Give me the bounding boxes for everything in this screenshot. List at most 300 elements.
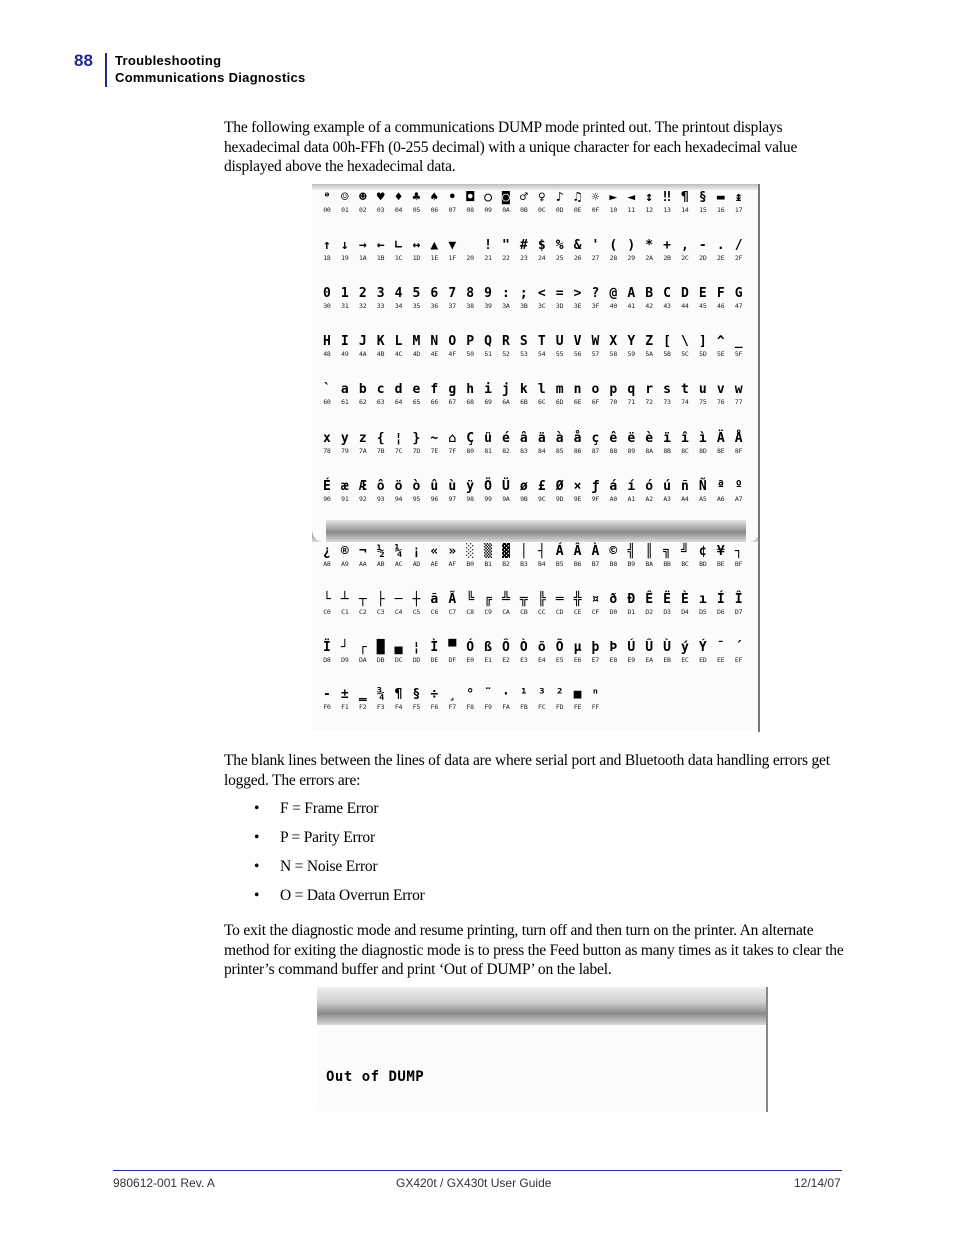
dump-hex-code: FC: [538, 703, 546, 711]
dump-hex-code: 50: [466, 350, 474, 358]
dump-hex-code: 99: [484, 495, 492, 503]
dump-cell: [604, 544, 622, 568]
dump-cell: [712, 286, 730, 310]
dump-hex-code: A8: [323, 560, 331, 568]
dump-cell: [551, 190, 569, 214]
dump-cell: [604, 640, 622, 664]
dump-cell: [587, 286, 605, 310]
dump-cell: [354, 640, 372, 664]
dump-hex-code: AC: [394, 560, 403, 568]
dump-hex-code: BC: [681, 560, 689, 568]
dump-hex-code: B6: [573, 560, 582, 568]
dump-hex-code: 37: [448, 302, 456, 310]
dump-glyph: K: [376, 334, 385, 349]
dump-cell: [443, 479, 461, 503]
dump-hex-code: 19: [341, 254, 349, 262]
dump-cell: [479, 286, 497, 310]
dump-hex-code: 44: [681, 302, 689, 310]
dump-cell: [694, 286, 712, 310]
dump-glyph: j: [502, 382, 510, 397]
dump-hex-code: 95: [412, 495, 421, 503]
dump-glyph: V: [573, 334, 582, 349]
dump-cell: [640, 640, 658, 664]
dump-cell: [408, 286, 426, 310]
dump-hex-code: 10: [609, 206, 618, 214]
dump-hex-code: C5: [412, 608, 421, 616]
dump-hex-code: A3: [663, 495, 671, 503]
dump-glyph: n: [573, 382, 582, 397]
dump-cell: [587, 544, 605, 568]
dump-glyph: #: [519, 238, 528, 253]
dump-cell: [461, 544, 479, 568]
dump-glyph: >: [573, 286, 582, 301]
dump-hex-code: 77: [734, 398, 743, 406]
dump-cell: [354, 479, 372, 503]
dump-glyph: I: [340, 334, 349, 349]
dump-glyph: Ó: [466, 640, 475, 655]
dump-cell: [425, 479, 443, 503]
dump-cell: [551, 687, 569, 711]
dump-cell: [515, 334, 533, 358]
dump-cell: [712, 190, 730, 214]
dump-hex-code: 1F: [448, 254, 456, 262]
dump-hex-code: 0C: [538, 206, 546, 214]
dump-cell: [658, 640, 676, 664]
dump-glyph: └: [323, 592, 331, 607]
dump-cell: [318, 687, 336, 711]
dump-hex-code: 57: [591, 350, 600, 358]
dump-hex-code: 23: [520, 254, 528, 262]
dump-hex-code: DE: [430, 656, 439, 664]
dump-glyph: {: [376, 431, 385, 446]
dump-cell: [354, 190, 372, 214]
dump-glyph: i: [484, 382, 492, 397]
dump-cell: [443, 382, 461, 406]
dump-hex-code: C3: [376, 608, 385, 616]
dump-cell: [461, 286, 479, 310]
dump-glyph: µ: [573, 640, 582, 655]
dump-cell: [551, 238, 569, 262]
dump-glyph: h: [466, 382, 475, 397]
dump-hex-code: 6E: [573, 398, 582, 406]
dump-hex-code: 90: [323, 495, 331, 503]
dump-cell: [390, 238, 408, 262]
dump-glyph: ▒: [484, 544, 492, 559]
dump-cell: [551, 286, 569, 310]
dump-cell: [622, 190, 640, 214]
dump-glyph: ∟: [394, 238, 403, 253]
dump-cell: [658, 479, 676, 503]
dump-hex-code: E9: [627, 656, 635, 664]
error-noise: N = Noise Error: [280, 858, 378, 875]
dump-cell: [390, 544, 408, 568]
dump-cell: [694, 334, 712, 358]
dump-glyph: ═: [555, 592, 564, 607]
dump-glyph: P: [466, 334, 475, 349]
dump-hex-code: CC: [538, 608, 546, 616]
dump-hex-code: D2: [645, 608, 653, 616]
footer-guide-title: GX420t / GX430t User Guide: [396, 1176, 552, 1190]
dump-cell: [730, 640, 748, 664]
dump-cell: [443, 238, 461, 262]
dump-cell: [461, 334, 479, 358]
dump-cell: [533, 479, 551, 503]
dump-glyph: ─: [394, 592, 403, 607]
dump-hex-code: 58: [609, 350, 618, 358]
dump-glyph: Þ: [609, 640, 618, 655]
dump-hex-code: 4A: [359, 350, 367, 358]
dump-glyph: ": [502, 238, 510, 253]
dump-cell: [479, 687, 497, 711]
dump-hex-code: 3B: [520, 302, 528, 310]
dump-glyph: ◄: [627, 190, 636, 205]
dump-hex-code: 9C: [538, 495, 546, 503]
dump-glyph: Î: [734, 592, 743, 607]
dump-glyph: ª: [716, 479, 725, 494]
dump-hex-code: B4: [538, 560, 546, 568]
dump-cell: [712, 238, 730, 262]
dump-glyph: ♦: [394, 190, 403, 205]
dump-glyph: ¶: [681, 190, 689, 205]
label-gap: [312, 520, 760, 542]
dump-cell: [640, 334, 658, 358]
dump-cell: [425, 334, 443, 358]
dump-hex-code: 8C: [681, 447, 689, 455]
dump-hex-code: 9A: [502, 495, 510, 503]
label-backing-band: [317, 987, 767, 1025]
dump-glyph: ç: [591, 431, 600, 446]
dump-glyph: ┬: [358, 592, 367, 607]
dump-hex-code: E7: [591, 656, 600, 664]
dump-cell: [640, 382, 658, 406]
dump-cell: [390, 479, 408, 503]
dump-cell: [318, 479, 336, 503]
dump-glyph: W: [591, 334, 600, 349]
dump-glyph: 8: [466, 286, 475, 301]
dump-cell: [443, 544, 461, 568]
dump-glyph: -: [698, 238, 707, 253]
header-divider: [105, 53, 107, 87]
dump-glyph: «: [430, 544, 439, 559]
dump-glyph: ß: [484, 640, 492, 655]
dump-glyph: ♂: [519, 190, 528, 205]
dump-cell: [587, 334, 605, 358]
dump-glyph: ╚: [466, 592, 475, 607]
dump-hex-code: 9B: [520, 495, 528, 503]
dump-glyph: ☺: [340, 190, 349, 205]
dump-hex-code: A7: [734, 495, 743, 503]
dump-printout-edge: [758, 184, 760, 732]
dump-glyph: ¹: [519, 687, 528, 702]
dump-hex-code: 21: [484, 254, 492, 262]
dump-cell: [569, 431, 587, 455]
dump-hex-code: A2: [645, 495, 653, 503]
dump-cell: [569, 544, 587, 568]
dump-glyph: ☻: [358, 190, 367, 205]
dump-glyph: G: [734, 286, 743, 301]
dump-hex-code: 9D: [555, 495, 564, 503]
dump-hex-code: BB: [663, 560, 671, 568]
dump-cell: [390, 431, 408, 455]
dump-hex-code: A6: [717, 495, 725, 503]
dump-glyph: À: [591, 544, 600, 559]
dump-hex-code: F8: [466, 703, 474, 711]
dump-glyph: •: [448, 190, 457, 205]
dump-cell: [497, 544, 515, 568]
dump-glyph: ↓: [340, 238, 349, 253]
dump-hex-code: 71: [627, 398, 635, 406]
dump-hex-code: 17: [734, 206, 743, 214]
dump-hex-code: 09: [484, 206, 492, 214]
dump-cell: [479, 431, 497, 455]
dump-glyph: ▲: [430, 238, 439, 253]
dump-glyph: d: [394, 382, 403, 397]
dump-cell: [658, 544, 676, 568]
dump-hex-code: E1: [484, 656, 492, 664]
dump-glyph: a: [340, 382, 349, 397]
dump-glyph: ò: [412, 479, 421, 494]
footer-date: 12/14/07: [794, 1176, 841, 1190]
dump-hex-code: 11: [627, 206, 635, 214]
dump-glyph: ⁿ: [591, 687, 600, 702]
dump-cell: [622, 640, 640, 664]
dump-glyph: L: [394, 334, 403, 349]
dump-glyph: Æ: [358, 479, 367, 494]
dump-cell: [730, 592, 748, 616]
dump-cell: [354, 382, 372, 406]
dump-hex-code: 0B: [520, 206, 528, 214]
dump-cell: [443, 190, 461, 214]
dump-hex-code: FB: [520, 703, 528, 711]
dump-cell: [604, 592, 622, 616]
dump-hex-code: C2: [359, 608, 367, 616]
dump-hex-code: 68: [466, 398, 474, 406]
dump-hex-code: 60: [323, 398, 331, 406]
dump-hex-code: 04: [394, 206, 403, 214]
dump-hex-code: 5F: [734, 350, 743, 358]
dump-cell: [336, 592, 354, 616]
dump-cell: [354, 544, 372, 568]
dump-glyph: ╦: [519, 592, 528, 607]
dump-glyph: ♫: [573, 190, 582, 205]
dump-cell: [515, 190, 533, 214]
dump-glyph: º: [734, 479, 743, 494]
dump-hex-code: C9: [484, 608, 492, 616]
dump-hex-code: 47: [734, 302, 743, 310]
dump-glyph: ·: [502, 687, 510, 702]
dump-glyph: u: [698, 382, 707, 397]
dump-glyph: ü: [484, 431, 492, 446]
dump-hex-code: 42: [645, 302, 653, 310]
dump-cell: [336, 544, 354, 568]
dump-cell: [497, 286, 515, 310]
dump-glyph: }: [412, 431, 421, 446]
dump-glyph: ■: [573, 687, 582, 702]
dump-cell: [569, 238, 587, 262]
section-title: Troubleshooting: [115, 53, 222, 68]
dump-hex-code: 30: [323, 302, 331, 310]
dump-glyph: f: [430, 382, 439, 397]
dump-hex-code: 59: [627, 350, 635, 358]
dump-glyph: ó: [645, 479, 654, 494]
dump-cell: [640, 479, 658, 503]
dump-hex-code: 6C: [538, 398, 546, 406]
subsection-title: Communications Diagnostics: [115, 70, 306, 85]
dump-glyph: t: [681, 382, 689, 397]
dump-cell: [658, 592, 676, 616]
dump-cell: [336, 334, 354, 358]
dump-cell: [354, 431, 372, 455]
dump-cell: [408, 544, 426, 568]
dump-cell: [515, 382, 533, 406]
dump-hex-code: 7F: [448, 447, 456, 455]
dump-hex-code: CF: [591, 608, 600, 616]
dump-glyph: J: [358, 334, 367, 349]
dump-glyph: ┘: [340, 640, 349, 655]
dump-glyph: Ç: [466, 431, 475, 446]
dump-cell: [497, 431, 515, 455]
dump-glyph: ♀: [537, 190, 546, 205]
dump-hex-code: EB: [663, 656, 671, 664]
dump-glyph: ¤: [591, 592, 600, 607]
dump-cell: [640, 190, 658, 214]
dump-hex-code: 3D: [555, 302, 564, 310]
dump-hex-code: E4: [538, 656, 546, 664]
dump-hex-code: 45: [699, 302, 707, 310]
dump-hex-code: B7: [591, 560, 600, 568]
dump-hex-code: 55: [555, 350, 564, 358]
dump-hex-code: 7C: [394, 447, 403, 455]
dump-cell: [479, 479, 497, 503]
dump-cell: [569, 640, 587, 664]
dump-glyph: Ø: [555, 479, 564, 494]
dump-glyph: %: [555, 238, 564, 253]
dump-glyph: o: [591, 382, 600, 397]
dump-cell: [515, 286, 533, 310]
dump-cell: [390, 190, 408, 214]
dump-hex-code: 1D: [412, 254, 421, 262]
dump-hex-code: BE: [717, 560, 725, 568]
dump-hex-code: 08: [466, 206, 474, 214]
dump-hex-code: 56: [573, 350, 582, 358]
dump-glyph: Í: [716, 592, 725, 607]
dump-glyph: 3: [376, 286, 385, 301]
dump-cell: [569, 592, 587, 616]
dump-glyph: ╗: [663, 544, 671, 559]
dump-cell: [730, 479, 748, 503]
dump-hex-code: E0: [466, 656, 474, 664]
dump-hex-code: 88: [609, 447, 618, 455]
dump-cell: [515, 687, 533, 711]
dump-hex-code: CD: [555, 608, 564, 616]
dump-cell: [533, 431, 551, 455]
dump-cell: [461, 687, 479, 711]
dump-cell: [676, 190, 694, 214]
dump-cell: [497, 382, 515, 406]
dump-hex-code: 9E: [573, 495, 582, 503]
dump-glyph: │: [519, 544, 528, 559]
dump-cell: [515, 640, 533, 664]
dump-cell: [694, 190, 712, 214]
dump-hex-code: 05: [412, 206, 421, 214]
dump-hex-code: 15: [699, 206, 707, 214]
dump-hex-code: 06: [430, 206, 439, 214]
dump-cell: [336, 286, 354, 310]
dump-glyph: █: [376, 640, 385, 655]
dump-hex-code: D3: [663, 608, 671, 616]
dump-hex-code: EC: [681, 656, 689, 664]
dump-hex-code: 39: [484, 302, 492, 310]
dump-cell: [551, 479, 569, 503]
dump-cell: [390, 334, 408, 358]
dump-cell: [479, 334, 497, 358]
dump-cell: [533, 286, 551, 310]
dump-cell: [640, 286, 658, 310]
dump-glyph: 2: [358, 286, 367, 301]
dump-hex-code: 4C: [394, 350, 403, 358]
dump-cell: [372, 382, 390, 406]
dump-cell: [336, 190, 354, 214]
dump-cell: [694, 431, 712, 455]
dump-glyph: Ú: [627, 640, 636, 655]
dump-glyph: ↑: [323, 238, 331, 253]
dump-hex-code: EE: [717, 656, 725, 664]
dump-cell: [569, 190, 587, 214]
dump-glyph: ': [591, 238, 600, 253]
dump-hex-code: 40: [609, 302, 618, 310]
dump-cell: [533, 544, 551, 568]
out-of-dump-text: Out of DUMP: [326, 1069, 425, 1085]
dump-glyph: C: [663, 286, 671, 301]
dump-hex-code: 62: [359, 398, 367, 406]
dump-cell: [318, 382, 336, 406]
dump-glyph: ö: [394, 479, 403, 494]
dump-cell: [676, 238, 694, 262]
errors-paragraph: The blank lines between the lines of data are where serial port and Bluetooth data handling errors get logged. The errors are:: [224, 752, 830, 789]
dump-cell: [497, 238, 515, 262]
dump-hex-code: 5D: [699, 350, 707, 358]
dump-hex-code: 3E: [573, 302, 582, 310]
dump-glyph: ‗: [358, 687, 367, 702]
dump-glyph: »: [448, 544, 457, 559]
dump-cell: [372, 592, 390, 616]
dump-glyph: <: [537, 286, 546, 301]
dump-glyph: F: [716, 286, 725, 301]
dump-hex-code: 28: [609, 254, 618, 262]
dump-glyph: O: [448, 334, 457, 349]
dump-cell: [390, 286, 408, 310]
dump-cell: [604, 190, 622, 214]
dump-hex-code: AD: [412, 560, 421, 568]
dump-glyph: ⌂: [448, 431, 457, 446]
dump-cell: [443, 431, 461, 455]
dump-hex-code: 5E: [717, 350, 725, 358]
dump-hex-code: 43: [663, 302, 671, 310]
dump-glyph: â: [519, 431, 528, 446]
dump-hex-code: 75: [699, 398, 707, 406]
dump-cell: [712, 431, 730, 455]
dump-glyph: ³: [537, 687, 546, 702]
dump-hex-code: F7: [448, 703, 456, 711]
dump-glyph: 5: [412, 286, 421, 301]
dump-glyph: È: [681, 592, 689, 607]
dump-hex-code: 12: [645, 206, 653, 214]
error-overrun: O = Data Overrun Error: [280, 887, 425, 904]
dump-glyph: _: [734, 334, 743, 349]
dump-glyph: v: [716, 382, 725, 397]
dump-hex-code: 61: [341, 398, 349, 406]
dump-cell: [318, 592, 336, 616]
